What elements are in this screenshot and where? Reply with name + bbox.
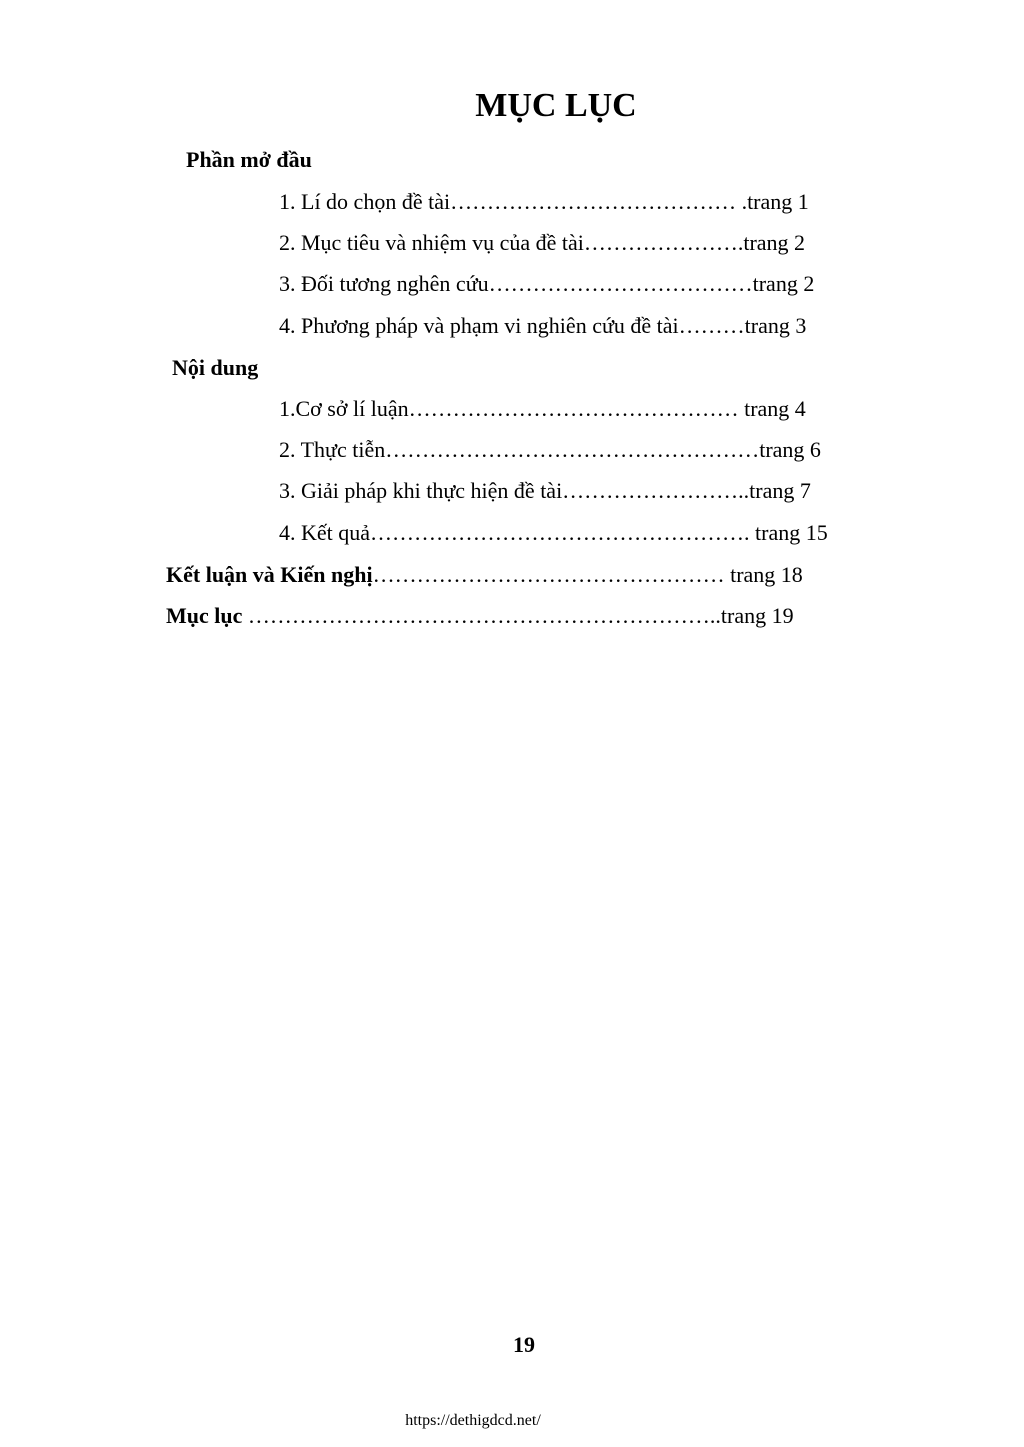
toc-entry: 4. Kết quả……………………………………………. trang 15 bbox=[279, 520, 828, 545]
toc-entry: 3. Giải pháp khi thực hiện đề tài……………………..trang 7 bbox=[279, 478, 811, 503]
toc-entry-table-of-contents bbox=[166, 602, 794, 630]
toc-entry: 3. Đối tương nghên cứu………………………………trang 2 bbox=[279, 271, 815, 296]
toc-entry: 1.Cơ sở lí luận……………………………………… trang 4 bbox=[279, 396, 806, 421]
page-number: 19 bbox=[513, 1332, 535, 1357]
toc-entry-conclusion bbox=[166, 561, 803, 589]
toc-entry: 1. Lí do chọn đề tài………………………………… .trang 1 bbox=[279, 189, 809, 214]
toc-entry-dots: ………………………………………… trang 18 bbox=[372, 562, 803, 587]
page-title: MỤC LỤC bbox=[475, 87, 637, 124]
toc-entry: 2. Thực tiễn……………………………………………trang 6 bbox=[279, 437, 821, 462]
toc-entry-dots: ………………………………………………………..trang 19 bbox=[242, 603, 794, 628]
section-heading-intro: Phần mở đầu bbox=[186, 147, 312, 172]
section-heading-toc: Mục lục bbox=[166, 603, 243, 628]
section-heading-conclusion: Kết luận và Kiến nghị bbox=[166, 562, 373, 587]
toc-entry: 2. Mục tiêu và nhiệm vụ của đề tài………………….trang 2 bbox=[279, 230, 806, 255]
source-url: https://dethigdcd.net/ bbox=[405, 1412, 541, 1429]
toc-entry: 4. Phương pháp và phạm vi nghiên cứu đề tài………trang 3 bbox=[279, 313, 807, 338]
section-heading-content: Nội dung bbox=[172, 355, 259, 380]
